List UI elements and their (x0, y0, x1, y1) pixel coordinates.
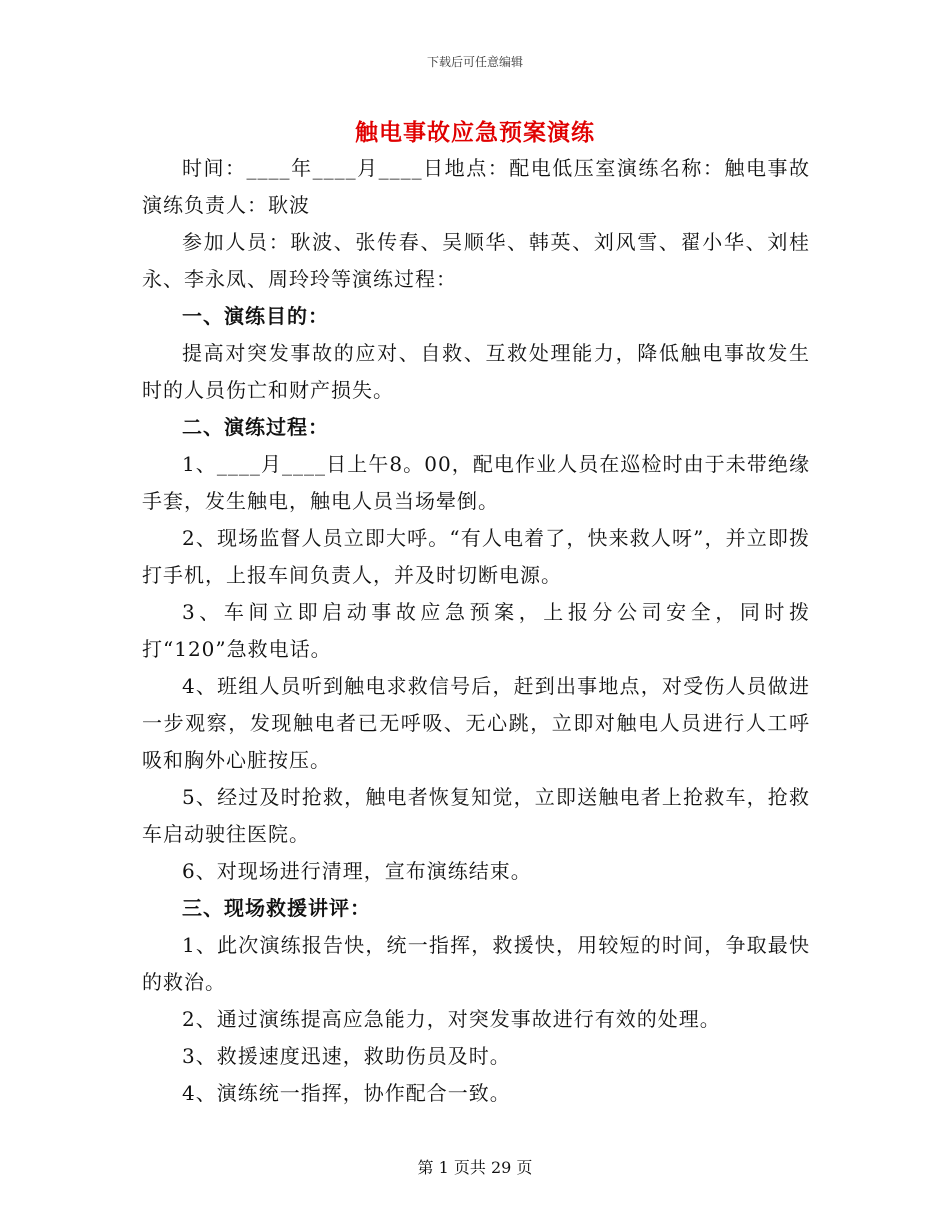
paragraph-time-location: 时间：____年____月____日地点：配电低压室演练名称：触电事故演练负责人：耿波 (142, 156, 810, 217)
paragraph-review-1: 1、此次演练报告快，统一指挥，救援快，用较短的时间，争取最快的救治。 (142, 933, 810, 994)
paragraph-review-4: 4、演练统一指挥，协作配合一致。 (182, 1081, 511, 1105)
paragraph-process-step-5: 5、经过及时抢救，触电者恢复知觉，立即送触电者上抢救车，抢救车启动驶往医院。 (142, 785, 810, 846)
paragraph-review-2: 2、通过演练提高应急能力，对突发事故进行有效的处理。 (182, 1007, 721, 1031)
section-heading-review: 三、现场救援讲评： (182, 896, 371, 920)
page-number: 第 1 页共 29 页 (417, 1158, 533, 1177)
page-header-note: 下载后可任意编辑 (426, 55, 523, 69)
paragraph-process-step-6: 6、对现场进行清理，宣布演练结束。 (182, 859, 532, 883)
document-body (142, 150, 810, 1112)
section-heading-process: 二、演练过程： (182, 415, 329, 439)
document-title: 触电事故应急预案演练 (355, 119, 595, 146)
paragraph-purpose: 提高对突发事故的应对、自救、互救处理能力，降低触电事故发生时的人员伤亡和财产损失。 (142, 341, 810, 402)
section-heading-purpose: 一、演练目的： (182, 304, 329, 328)
paragraph-review-3: 3、救援速度迅速，救助伤员及时。 (182, 1044, 511, 1068)
paragraph-process-step-1: 1、____月____日上午8。00，配电作业人员在巡检时由于未带绝缘手套，发生触电，触电人员当场晕倒。 (142, 452, 810, 513)
paragraph-process-step-3: 3、车间立即启动事故应急预案，上报分公司安全，同时拨打“120”急救电话。 (142, 600, 810, 661)
paragraph-process-step-2: 2、现场监督人员立即大呼。“有人电着了，快来救人呀”，并立即拨打手机，上报车间负责人，并及时切断电源。 (142, 526, 810, 587)
paragraph-process-step-4: 4、班组人员听到触电求救信号后，赶到出事地点，对受伤人员做进一步观察，发现触电者已无呼吸、无心跳，立即对触电人员进行人工呼吸和胸外心脏按压。 (142, 674, 810, 772)
paragraph-participants: 参加人员：耿波、张传春、吴顺华、韩英、刘风雪、翟小华、刘桂永、李永凤、周玲玲等演练过程： (142, 230, 810, 291)
